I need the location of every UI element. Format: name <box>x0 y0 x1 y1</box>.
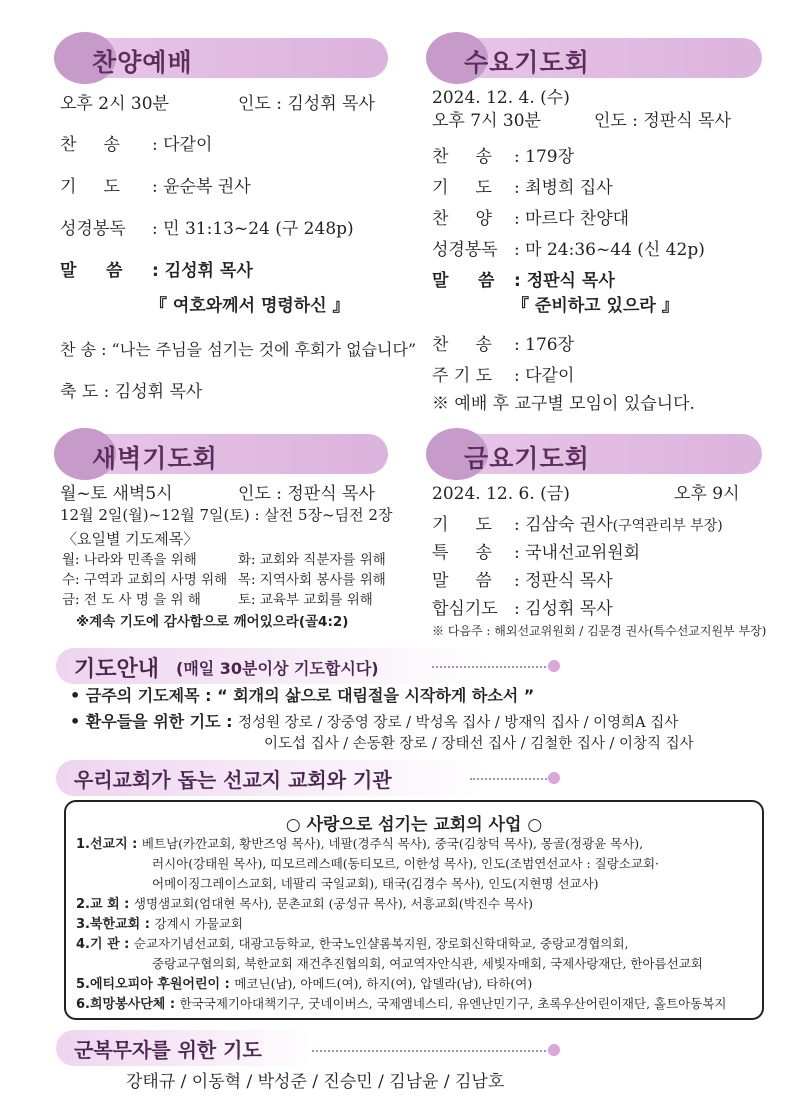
wed-rows-row <box>432 235 705 260</box>
row-value: : 국내선교위원회 <box>514 543 641 563</box>
prayer-guide-dot <box>548 660 560 672</box>
mission-line-value: 중랑교구협의회, 북한교회 재건추진협의회, 여교역자안식관, 세빛자매회, 국제사랑재단, 한아름선교회 <box>152 956 703 971</box>
weekly-topic-value: “ 회개의 삶으로 대림절을 시작하게 하소서 ” <box>217 686 535 705</box>
fri-rows-row <box>432 510 723 535</box>
dawn-verse: ※계속 기도에 감사함으로 깨어있으라(골4:2) <box>76 614 349 630</box>
row-value: : 정판식 목사 <box>514 571 613 591</box>
mission-line <box>76 996 726 1013</box>
mission-line-value: 한국국제기아대책기구, 굿네이버스, 국제앰네스티, 유엔난민기구, 초록우산어린이재단, 홀트아동복지 <box>179 996 727 1011</box>
dawn-topic: 금: 전 도 사 명 을 위 해 <box>62 592 201 608</box>
mission-line-value: 메코닌(남), 아메드(여), 하지(여), 압델라(남), 타하(여) <box>234 976 533 991</box>
row-key: 찬 송 <box>432 335 492 355</box>
mission-line <box>152 876 599 891</box>
wednesday-date: 2024. 12. 4. (수) <box>432 88 570 108</box>
praise-worship-sermon-title: 『 여호와께서 명령하신 』 <box>150 296 350 316</box>
prayer-guide-line2 <box>70 712 678 732</box>
row-key: 말 씀 <box>432 271 495 291</box>
fri-rows-row <box>432 538 640 563</box>
prayer-guide-title: 기도안내 <box>74 657 160 682</box>
row-key: 성경봉독 <box>432 240 498 260</box>
mission-line-value: 생명샘교회(엄대현 목사), 문촌교회 (공성규 목사), 서흥교회(박진수 목사) <box>133 896 534 911</box>
row-value: : 마르다 찬양대 <box>514 209 630 229</box>
friday-next: ※ 다음주 : 해외선교위원회 / 김문경 권사(특수선교지원부 부장) <box>432 624 767 638</box>
row-value: : 마 24:36~44 (신 42p) <box>514 240 705 260</box>
friday-title: 금요기도회 <box>464 444 590 473</box>
row-key: 찬 양 <box>432 209 492 229</box>
missions-title: 우리교회가 돕는 선교지 교회와 기관 <box>74 768 392 792</box>
row-key: 합심기도 <box>432 599 498 619</box>
soldiers-dot <box>548 1044 560 1056</box>
row-value: : 최병희 집사 <box>514 178 613 198</box>
row-key: 찬 송 <box>60 135 120 155</box>
row-key: 특 송 <box>432 543 492 563</box>
mission-line <box>152 856 659 871</box>
wednesday-leader: 인도 : 정판식 목사 <box>594 111 731 131</box>
mission-line-key: 3.북한교회 : <box>76 917 155 932</box>
mission-line-key: 2.교 회 : <box>76 897 134 912</box>
dawn-time: 월~토 새벽5시 <box>60 484 173 504</box>
soldiers-title: 군복무자를 위한 기도 <box>74 1038 262 1062</box>
fri-rows-row <box>432 594 613 619</box>
wed-rows-row <box>432 173 613 198</box>
row-key: 성경봉독 <box>60 219 126 239</box>
row-key: 기 도 <box>432 178 492 198</box>
row-value: : 다같이 <box>514 366 575 386</box>
pw-rows-row <box>60 172 251 197</box>
dawn-title: 새벽기도회 <box>92 444 218 473</box>
patients-value-2: 이도섭 집사 / 손동환 장로 / 장태선 집사 / 김철한 집사 / 이창직 집사 <box>264 736 694 752</box>
wednesday-title: 수요기도회 <box>464 48 590 77</box>
mission-line-value: 어메이징그레이스교회, 네팔리 국일교회), 태국(김경수 목사), 인도(지현명 선교사) <box>152 876 599 891</box>
dawn-topic: 월: 나라와 민족을 위해 <box>62 552 197 568</box>
praise-worship-title: 찬양예배 <box>92 48 193 77</box>
row-value: : 179장 <box>514 147 575 167</box>
soldiers-dots <box>312 1050 550 1052</box>
dawn-topics-title: 〈요일별 기도제목〉 <box>62 530 199 548</box>
row-key: 말 씀 <box>60 261 123 281</box>
mission-line-key: 4.기 관 : <box>76 937 134 952</box>
mission-line <box>76 916 243 933</box>
friday-time: 오후 9시 <box>674 484 740 504</box>
praise-worship-hymn-line: 찬 송 : “나는 주님을 섬기는 것에 후회가 없습니다” <box>60 340 417 359</box>
mission-line-key: 5.에티오피아 후원어린이 : <box>76 977 235 992</box>
missions-box-title: ○ 사랑으로 섬기는 교회의 사업 ○ <box>285 815 543 835</box>
row-value: : 김성휘 목사 <box>514 599 613 619</box>
wed-rows2-row <box>432 330 574 355</box>
row-value: : 윤순복 권사 <box>152 177 251 197</box>
mission-line-key: 6.희망봉사단체 : <box>76 997 180 1012</box>
dawn-topic: 화: 교회와 직분자를 위해 <box>238 552 386 568</box>
wed-rows2-row <box>432 361 574 386</box>
row-value: : 다같이 <box>152 135 213 155</box>
row-value: : 김삼숙 권사 <box>514 515 613 535</box>
row-key: 기 도 <box>60 177 120 197</box>
mission-line <box>76 976 532 993</box>
wednesday-header <box>430 38 762 78</box>
mission-line-value: 베트남(카깐교회, 황반즈엉 목사), 네팔(경주식 목사), 중국(김창덕 목사), 몽골(정광윤 목사), <box>141 836 644 851</box>
mission-line-value: 순교자기념선교회, 대광고등학교, 한국노인샬롬복지원, 장로회신학대학교, 중랑교경협의회, <box>133 936 629 951</box>
mission-line <box>152 956 703 971</box>
mission-line-key: 1.선교지 : <box>76 837 142 852</box>
pw-rows-row <box>60 214 354 239</box>
dawn-topic: 토: 교육부 교회를 위해 <box>238 592 373 608</box>
row-value: : 김성휘 목사 <box>152 261 253 281</box>
praise-worship-header <box>58 38 388 78</box>
mission-line-value: 강계시 가물교회 <box>154 916 243 931</box>
prayer-guide-line1 <box>70 686 534 706</box>
wed-rows-row <box>432 266 615 291</box>
mission-line <box>76 936 629 953</box>
row-key: 찬 송 <box>432 147 492 167</box>
row-key: 기 도 <box>432 515 492 535</box>
wed-rows-row <box>432 204 629 229</box>
missions-dots <box>470 778 550 780</box>
dawn-range: 12월 2일(월)~12월 7일(토) : 살전 5장~딤전 2장 <box>60 506 393 524</box>
prayer-guide-subtitle: (매일 30분이상 기도합시다) <box>176 659 379 678</box>
row-value: : 176장 <box>514 335 575 355</box>
row-extra: (구역관리부 부장) <box>612 518 723 534</box>
dawn-leader: 인도 : 정판식 목사 <box>238 484 375 504</box>
row-key: 주 기 도 <box>432 366 493 386</box>
wednesday-note: ※ 예배 후 교구별 모임이 있습니다. <box>432 394 695 414</box>
friday-date: 2024. 12. 6. (금) <box>432 484 570 504</box>
praise-worship-benediction: 축 도 : 김성휘 목사 <box>60 382 203 402</box>
praise-worship-time: 오후 2시 30분 <box>60 94 169 114</box>
dawn-topic: 목: 지역사회 봉사를 위해 <box>238 572 386 588</box>
praise-worship-leader: 인도 : 김성휘 목사 <box>238 94 375 114</box>
wed-rows-row <box>432 142 574 167</box>
missions-dot <box>548 772 560 784</box>
mission-line <box>76 836 643 853</box>
row-value: : 정판식 목사 <box>514 271 615 291</box>
mission-line <box>76 896 533 913</box>
mission-line-value: 러시아(강태원 목사), 띠모르레스떼(동티모르, 이한성 목사), 인도(조범연선교사 : 질랑소교회· <box>152 856 660 871</box>
patients-label: • 환우들을 위한 기도 : <box>70 712 239 731</box>
wednesday-sermon-title: 『 준비하고 있으라 』 <box>512 296 679 316</box>
pw-rows-row <box>60 256 253 281</box>
pw-rows-row <box>60 130 212 155</box>
row-value: : 민 31:13~24 (구 248p) <box>152 219 354 239</box>
weekly-topic-label: • 금주의 기도제목 : <box>70 686 218 705</box>
fri-rows-row <box>432 566 613 591</box>
row-key: 말 씀 <box>432 571 492 591</box>
prayer-guide-dots <box>432 666 550 668</box>
dawn-topic: 수: 구역과 교회의 사명 위해 <box>62 572 228 588</box>
patients-value-1: 정성원 장로 / 장중영 장로 / 박성옥 집사 / 방재익 집사 / 이영희A 집사 <box>238 715 679 731</box>
friday-header <box>430 434 762 474</box>
soldiers-names: 강태규 / 이동혁 / 박성준 / 진승민 / 김남윤 / 김남호 <box>126 1072 505 1092</box>
wednesday-time: 오후 7시 30분 <box>432 111 541 131</box>
missions-box <box>64 800 764 1020</box>
dawn-header <box>58 434 388 474</box>
